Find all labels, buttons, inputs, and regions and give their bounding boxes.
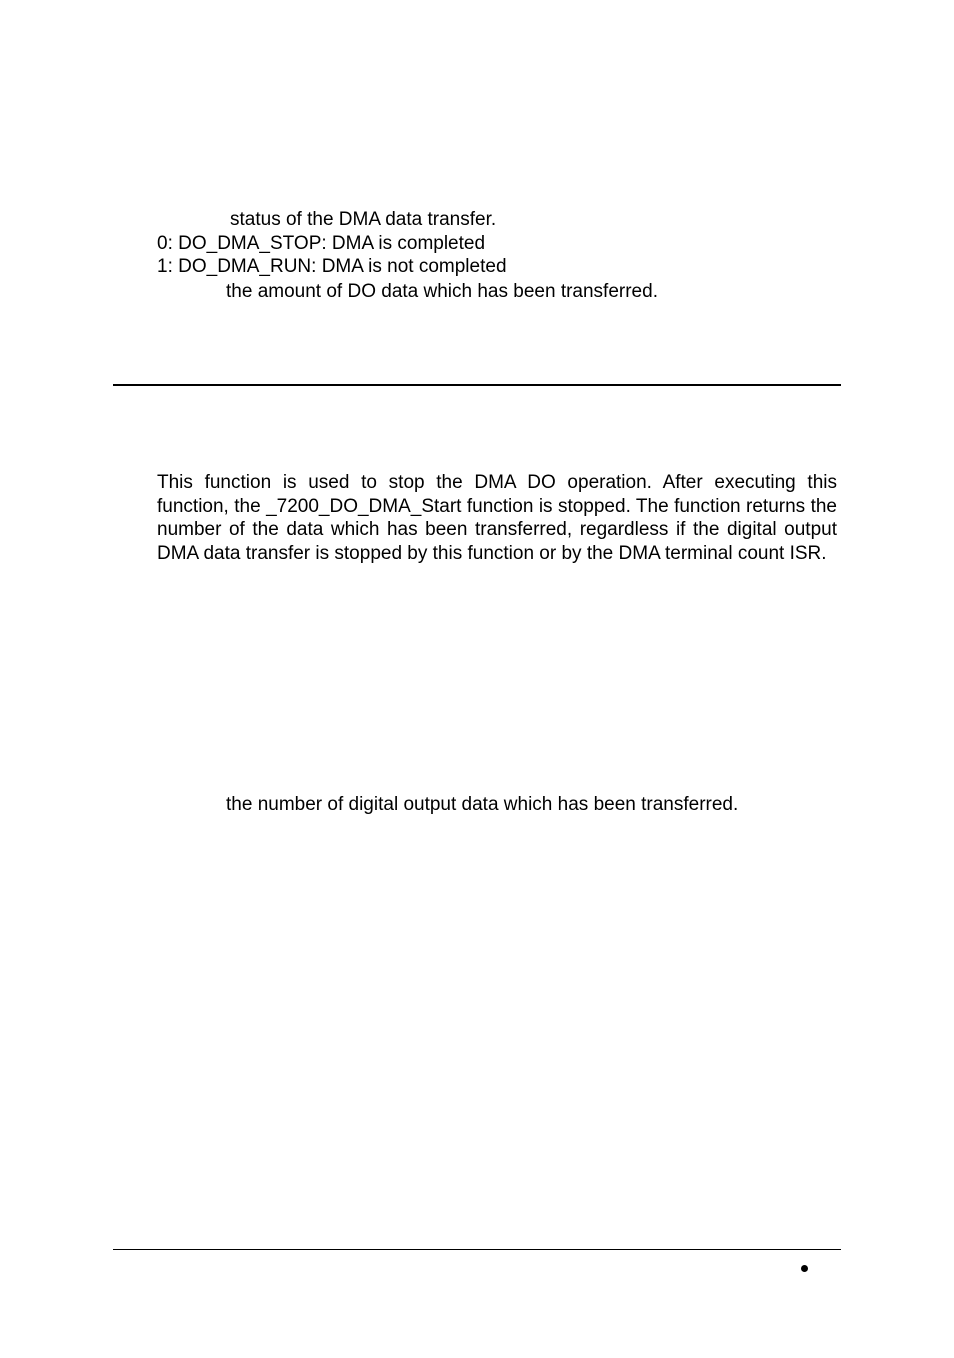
footer-bullet-icon (801, 1265, 808, 1272)
section-divider (113, 384, 841, 386)
footer-divider (113, 1249, 841, 1250)
transferred-count-description: the number of digital output data which has been transferred. (226, 794, 739, 815)
dma-status-description: status of the DMA data transfer. (230, 209, 497, 230)
dma-amount-description: the amount of DO data which has been transferred. (226, 281, 658, 302)
function-description-paragraph: This function is used to stop the DMA DO operation. After executing this function, the _7200_DO_DMA_Start function is stopped. The function returns the number of the data which has been transferred, regardless if the digital output DMA data transfer is stopped by this function or by the DMA terminal count ISR. (157, 472, 837, 564)
dma-stop-option: 0: DO_DMA_STOP: DMA is completed (157, 233, 486, 254)
dma-run-option: 1: DO_DMA_RUN: DMA is not completed (157, 256, 507, 277)
